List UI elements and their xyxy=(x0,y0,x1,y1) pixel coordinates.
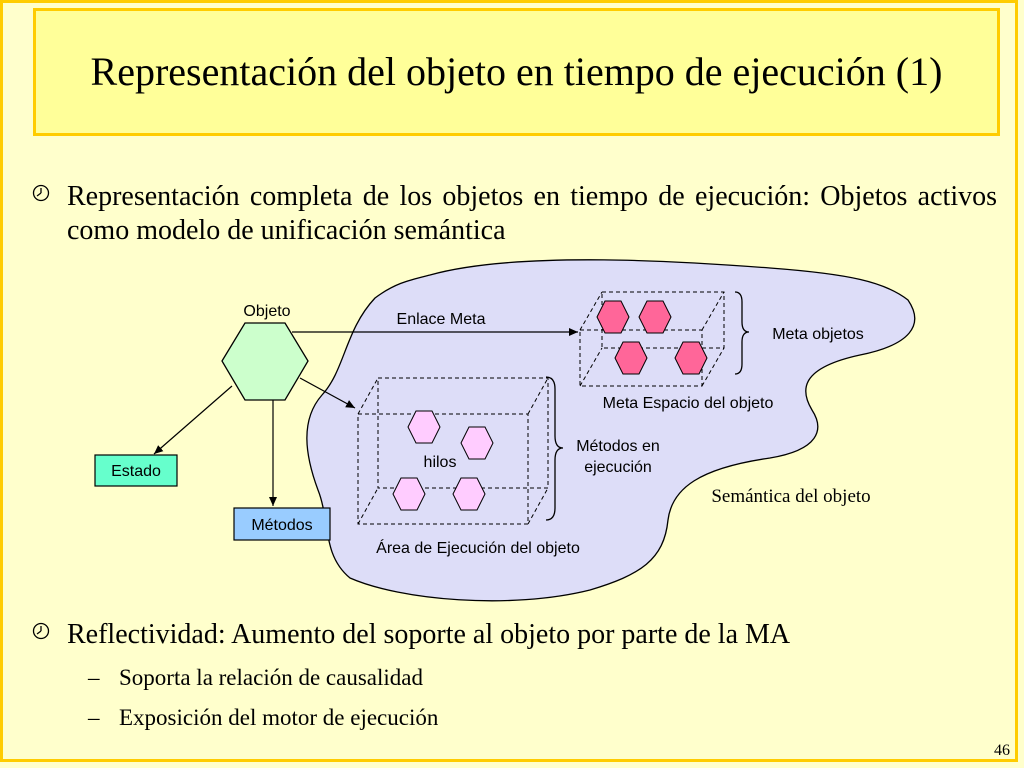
subitem-text: Soporta la relación de causalidad xyxy=(119,665,423,690)
objeto-label: Objeto xyxy=(243,303,291,320)
metodos-label: Métodos xyxy=(251,517,313,534)
enlace-meta-label: Enlace Meta xyxy=(396,311,486,328)
clock-icon xyxy=(32,622,50,640)
subitem-dash: – xyxy=(88,665,100,690)
semantica-label: Semántica del objeto xyxy=(711,486,871,507)
meta-objetos-label: Meta objetos xyxy=(772,326,864,343)
estado-label: Estado xyxy=(111,463,161,480)
hilos-label: hilos xyxy=(423,454,457,471)
slide-number: 46 xyxy=(994,742,1010,759)
metodos-ejecucion-label-2: ejecución xyxy=(584,459,652,476)
subitem-dash: – xyxy=(88,705,100,730)
estado-arrow xyxy=(154,386,232,454)
slide-title: Representación del objeto en tiempo de ejecución (1) xyxy=(90,49,943,94)
area-ejecucion-label: Área de Ejecución del objeto xyxy=(376,540,580,557)
bullet-1-text: Representación completa de los objetos en tiempo de ejecución: Objetos activos como modelo de unificación semántica xyxy=(67,181,997,246)
meta-espacio-label: Meta Espacio del objeto xyxy=(602,395,774,412)
objeto-hexagon xyxy=(222,323,308,400)
bullet-2-text: Reflectividad: Aumento del soporte al objeto por parte de la MA xyxy=(67,619,791,650)
subitem-text: Exposición del motor de ejecución xyxy=(119,705,439,730)
metodos-ejecucion-label-1: Métodos en xyxy=(576,438,660,455)
